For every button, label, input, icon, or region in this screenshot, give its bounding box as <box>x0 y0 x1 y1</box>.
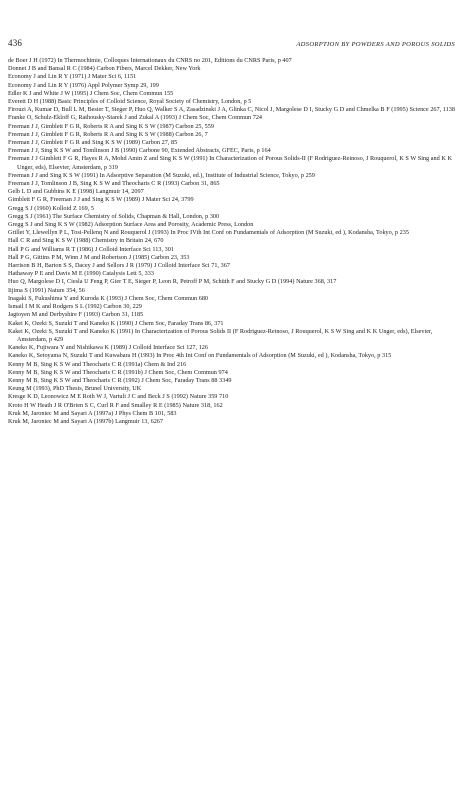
reference-entry: Edler K J and White J W (1995) J Chem Soc, Chem Commun 155 <box>8 89 174 97</box>
reference-entry: Gregg S J (1960) Kolloid Z 169, 5 <box>8 204 94 212</box>
reference-entry: Gregg S J (1961) The Surface Chemistry of Solids, Chapman & Hall, London, p 300 <box>8 212 220 220</box>
reference-entry: Freeman J J, Gimblett F G R and Sing K S W (1989) Carbon 27, 85 <box>8 139 178 147</box>
reference-entry: Economy J and Lin R Y (1971) J Mater Sci 6, 1151 <box>8 73 137 81</box>
reference-entry: Hathaway P E and Davis M E (1990) Catalysis Lett 5, 333 <box>8 270 154 278</box>
reference-entry: Freeman J J and Sing K S W (1991) In Adsorptive Separation (M Suzuki, ed.), Institute of Industrial Science, Tokyo, p 259 <box>8 171 315 179</box>
reference-entry: Kaneko K, Setoyama N, Suzuki T and Kuwabara H (1993) In Proc 4th Int Conf on Fundamentals of Adsorption (M Suzuki, ed ), Kodansha, Tokyo, p 315 <box>8 352 392 360</box>
reference-entry: Kakei K, Ozeki S, Suzuki T and Kaneko K (1991) In Characterization of Porous Solids II (F Rodriguez-Reinoso, J Rouquerol, K S W Sing and K K Unger, eds), Elsevier, Amsterdam, p 429 <box>8 327 433 343</box>
reference-entry: Gelb L D and Gubbins K E (1998) Langmuir 14, 2097 <box>8 188 144 196</box>
reference-entry: Freeman J J Gimblett F G R, Hayes R A, Mohd Amin Z and Sing K S W (1991) In Characterization of Porous Solids-II (F Rodriguez-Reinoso, J Rouquerol, K S W Sing and K K Unger, eds), Elsevier, Amsterdam, p 319 <box>8 155 452 171</box>
page-number: 436 <box>8 38 23 48</box>
running-title: ADSORPTION BY POWDERS AND POROUS SOLIDS <box>296 41 455 48</box>
reference-entry: Economy J and Lin R Y (1976) Appl Polymer Symp 29, 199 <box>8 81 159 89</box>
reference-entry: de Boer J H (1972) In Thermochimie, Colloques Internationaux du CNRS no 201, Editions du CNRS Paris, p 407 <box>8 57 292 64</box>
reference-entry: Hall P G and Williams R T (1986) J Colloid Interface Sci 113, 301 <box>8 245 174 253</box>
reference-entry: Franke O, Schulz-Ekloff G, Rathousky-Starek J and Zukal A (1993) J Chem Soc, Chem Commun 724 <box>8 114 263 122</box>
reference-entry: Grillet Y, Llewellyn P L, Tosi-Pellenq N and Rouquerol J (1993) In Proc IVth Int Conf on Fundamentals of Adsorption (M Suzuki, ed ), Kodansha, Tokyo, p 235 <box>8 229 409 237</box>
reference-entry: Kenny M B, Sing K S W and Theocharis C R (1991a) Chem & Ind 216 <box>8 360 187 368</box>
reference-entry: Jagtoyen M and Derbyshire F (1993) Carbon 31, 1185 <box>8 311 144 319</box>
reference-list <box>8 57 455 426</box>
reference-entry: Freeman J J, Tomlinson J B, Sing K S W and Theocharis C R (1993) Carbon 31, 865 <box>8 180 220 188</box>
reference-entry: Donnet J B and Bansal R C (1984) Carbon Fibers, Marcel Dekker, New York <box>8 65 201 73</box>
reference-entry: Kenny M B, Sing K S W and Theocharis C R (1991b) J Chem Soc, Chem Commun 974 <box>8 368 228 376</box>
reference-entry: Kresge K D, Leonowicz M E Roth W J, Vartuli J C and Beck J S (1992) Nature 359 710 <box>8 393 229 401</box>
reference-entry: Iijima S (1991) Nature 354, 56 <box>8 286 85 294</box>
reference-entry: Kakei K, Ozeki S, Suzuki T and Kaneko K (1990) J Chem Soc, Faraday Trans 86, 371 <box>8 319 224 327</box>
reference-entry: Keung M (1993), PhD Thesis, Brunel University, UK <box>8 385 142 393</box>
reference-entry: Inagaki S, Fukushima Y and Kuroda K (1993) J Chem Soc, Chem Commun 680 <box>8 294 209 302</box>
reference-entry: Gimblett F G R, Freeman J J and Sing K S W (1989) J Mater Sci 24, 3799 <box>8 196 194 204</box>
reference-entry: Kaneko K, Fujiwara Y and Nishikawa K (1989) J Colloid Interface Sci 127, 126 <box>8 344 208 352</box>
reference-entry: Kruk M, Jaroniec M and Sayari A (1997b) Langmuir 13, 6267 <box>8 417 163 425</box>
reference-entry: Freeman J J, Gimblett F G R, Roberts R A and Sing K S W (1987) Carbon 25, 559 <box>8 122 214 130</box>
reference-entry: Hall P G, Gittins P M, Winn J M and Robertson J (1985) Carbon 23, 353 <box>8 253 190 261</box>
reference-entry: Hall C R and Sing K S W (1988) Chemistry in Britain 24, 670 <box>8 237 164 245</box>
reference-entry: Freeman J J, Gimblett F G R, Roberts R A and Sing K S W (1988) Carbon 26, 7 <box>8 130 208 138</box>
reference-entry: Ismail I M K and Rodgers S L (1992) Carbon 30, 229 <box>8 303 142 311</box>
reference-entry: Firouzi A, Kumar D, Bull L M, Besier T, Sieger P, Huo Q, Walker S A, Zasadzinski J A, Glinka C, Nicol J, Margolese D I, Stucky G D and Chmelka B F (1995) Science 267, 1138 <box>8 106 455 114</box>
reference-entry: Everett D H (1988) Basic Principles of Colloid Science, Royal Society of Chemistry, London, p 5 <box>8 98 252 106</box>
reference-entry: Harrison B H, Barton S S, Dacey J and Sellors J R (1979) J Colloid Interface Sci 71, 367 <box>8 262 230 270</box>
reference-entry: Kroto H W Heath J R O'Brien S C, Curl R F and Smalley R E (1985) Nature 318, 162 <box>8 401 223 409</box>
page-header <box>8 38 455 48</box>
reference-entry: Huo Q, Margolese D I, Ciesla U Feng P, Gier T E, Sieger P, Leon R, Petroff P M, Schüth F and Stucky G D (1994) Nature 368, 317 <box>8 278 337 286</box>
reference-entry: Kenny M B, Sing K S W and Theocharis C R (1992) J Chem Soc, Faraday Trans 88 3349 <box>8 376 232 384</box>
reference-entry: Freeman J J, Sing K S W and Tomlinson J B (1990) Carbone 90, Extended Abstracts, GFEC, Paris, p 164 <box>8 147 271 155</box>
reference-entry: Gregg S J and Sing K S W (1982) Adsorption Surface Area and Porosity, Academic Press, London <box>8 221 254 229</box>
reference-entry: Kruk M, Jaroniec M and Sayari A (1997a) J Phys Chem B 101, 583 <box>8 409 177 417</box>
